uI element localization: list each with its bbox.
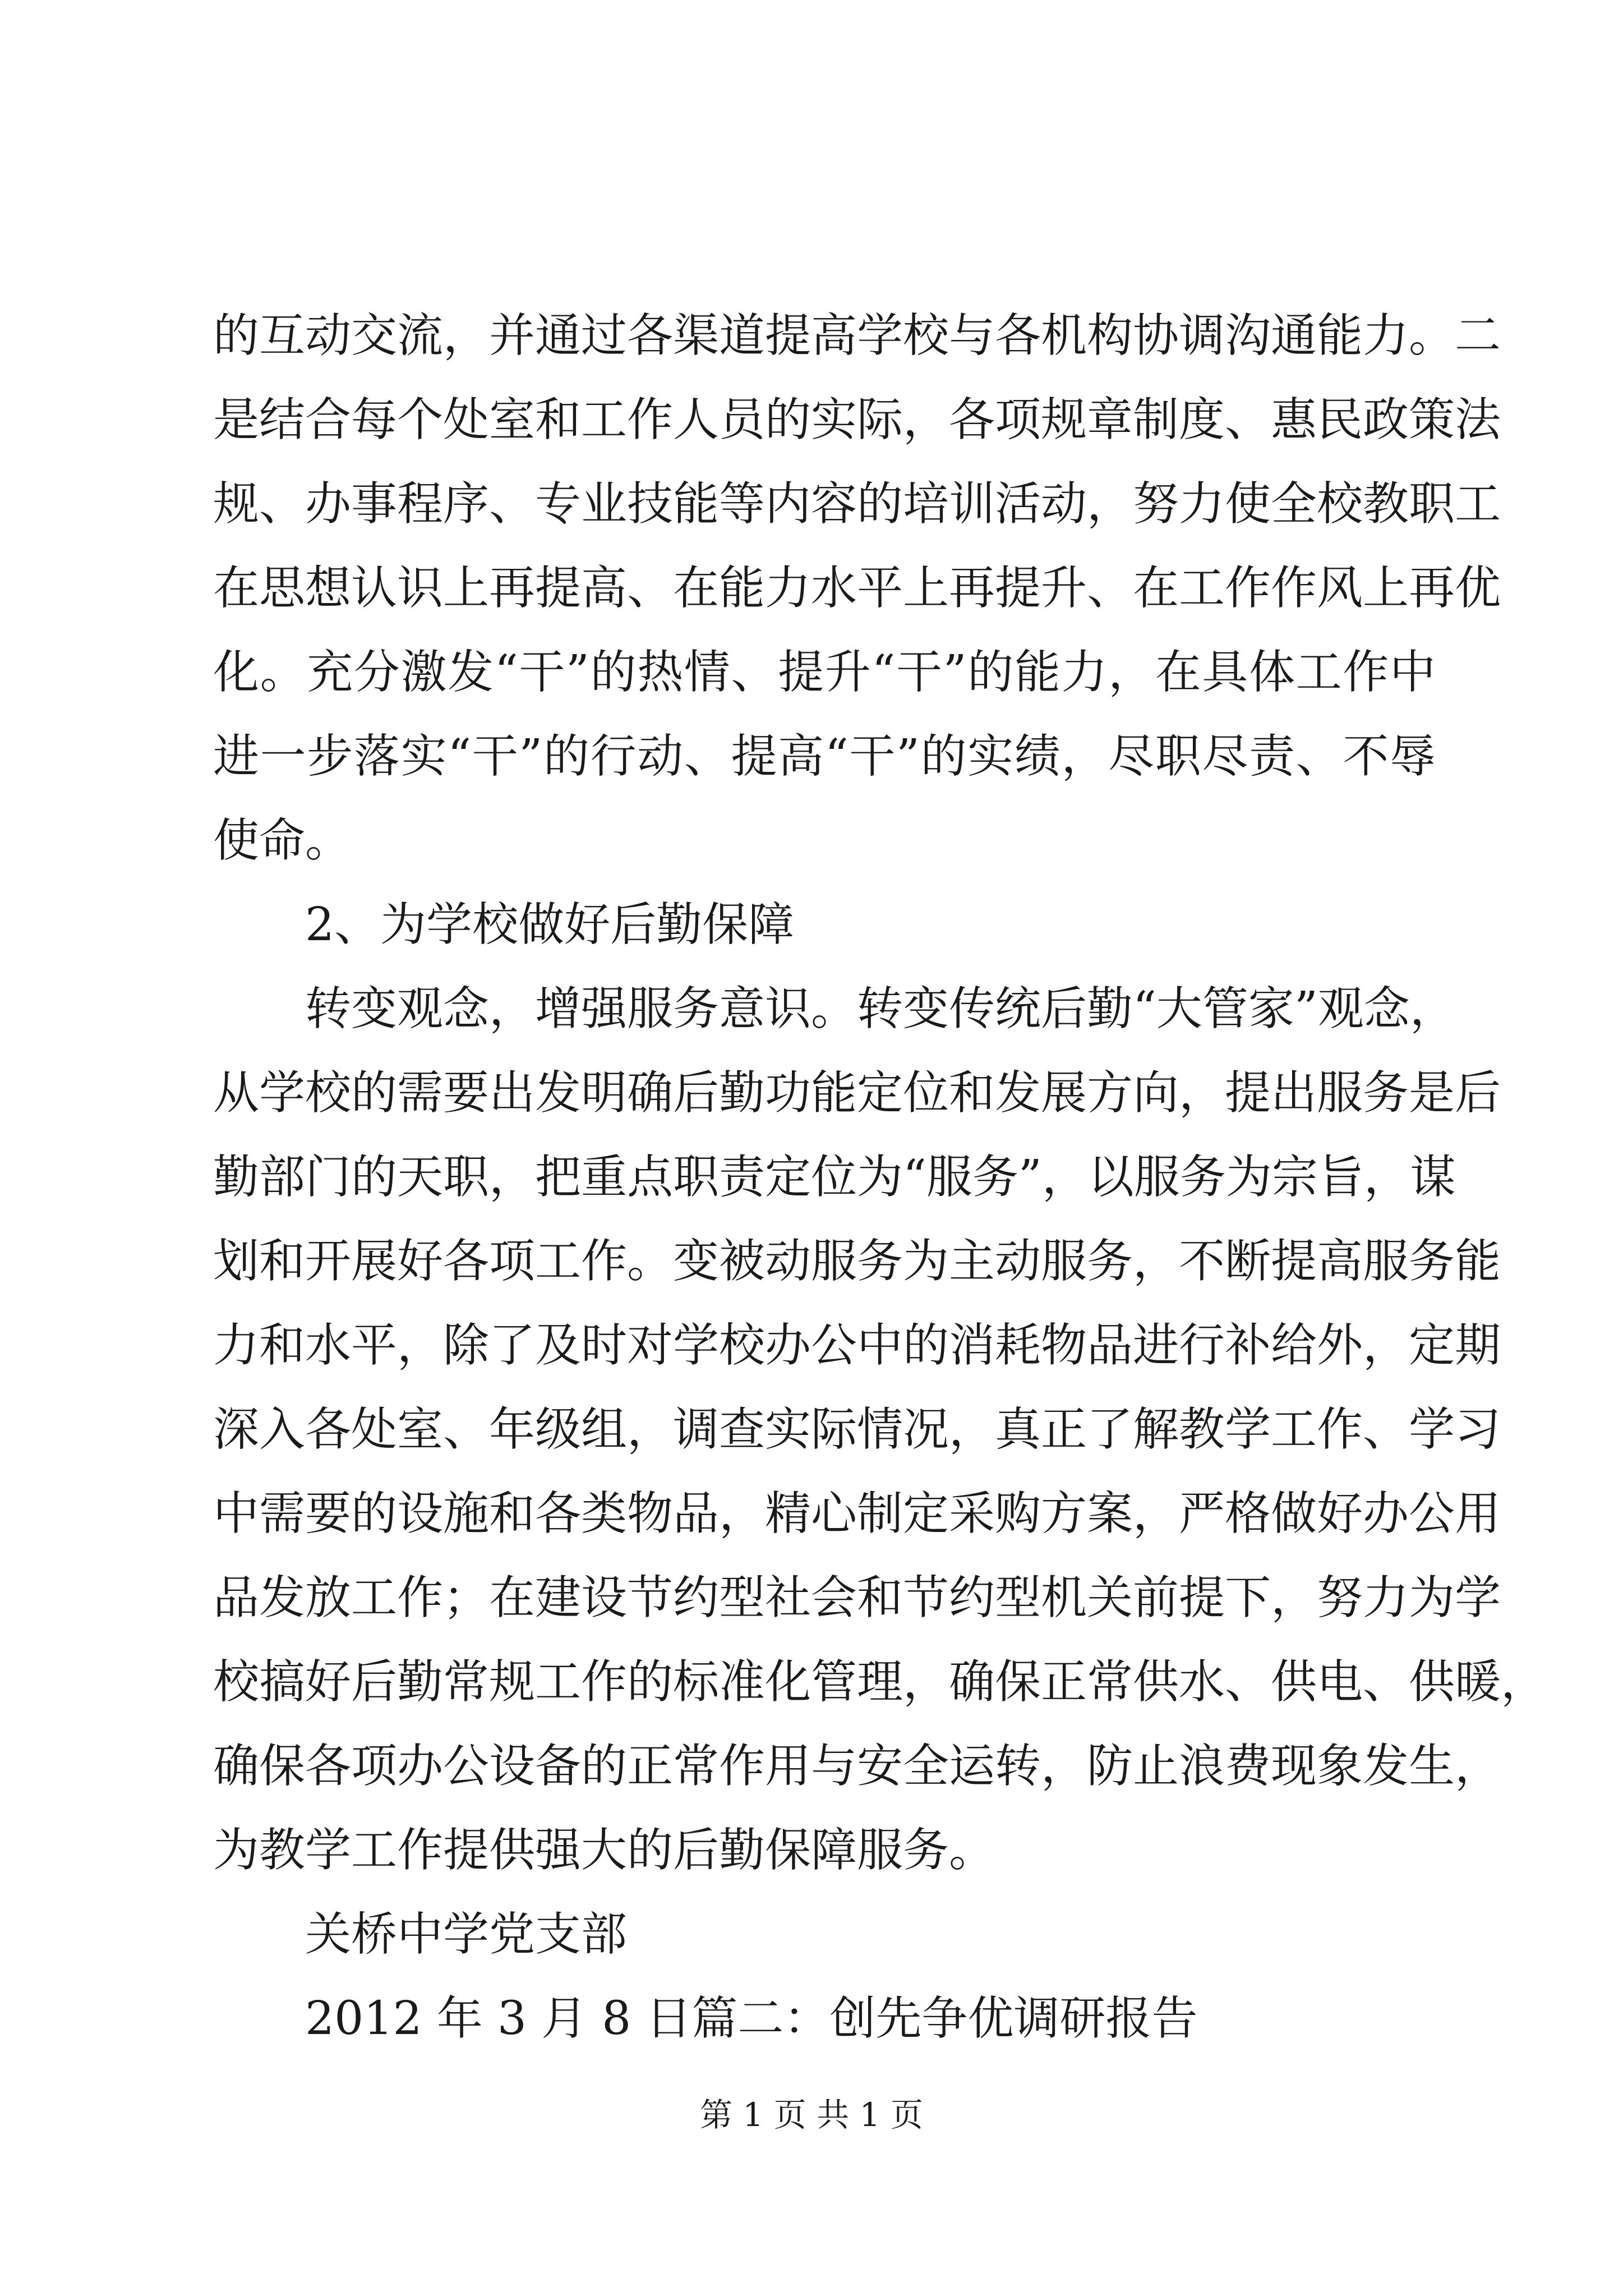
paragraph-line: 的互动交流，并通过各渠道提高学校与各机构协调沟通能力。二: [213, 309, 1501, 362]
paragraph-line: 化。充分激发“干”的热情、提升“干”的能力，在具体工作中: [213, 646, 1436, 699]
paragraph-line: 深入各处室、年级组，调查实际情况，真正了解教学工作、学习: [213, 1403, 1501, 1456]
paragraph-line: 品发放工作；在建设节约型社会和节约型机关前提下，努力为学: [213, 1571, 1501, 1625]
date-line: 2012 年 3 月 8 日篇二：创先争优调研报告: [305, 1992, 1198, 2045]
paragraph-line: 是结合每个处室和工作人员的实际，各项规章制度、惠民政策法: [213, 393, 1501, 447]
paragraph-line: 校搞好后勤常规工作的标准化管理，确保正常供水、供电、供暖，: [213, 1655, 1547, 1709]
paragraph-line: 勤部门的天职，把重点职责定位为“服务”，以服务为宗旨，谋: [213, 1151, 1456, 1204]
section-heading: 2、为学校做好后勤保障: [305, 898, 795, 951]
paragraph-line: 中需要的设施和各类物品，精心制定采购方案，严格做好办公用: [213, 1487, 1501, 1540]
paragraph-line: 划和开展好各项工作。变被动服务为主动服务，不断提高服务能: [213, 1235, 1501, 1288]
signature: 关桥中学党支部: [305, 1908, 628, 1961]
paragraph-line: 从学校的需要出发明确后勤功能定位和发展方向，提出服务是后: [213, 1066, 1501, 1120]
page-footer: 第 1 页 共 1 页: [700, 2096, 923, 2134]
paragraph-line: 转变观念，增强服务意识。转变传统后勤“大管家”观念，: [305, 982, 1456, 1036]
paragraph-line: 进一步落实“干”的行动、提高“干”的实绩，尽职尽责、不辱: [213, 730, 1436, 783]
paragraph-line: 力和水平，除了及时对学校办公中的消耗物品进行补给外，定期: [213, 1319, 1501, 1372]
paragraph-line: 在思想认识上再提高、在能力水平上再提升、在工作作风上再优: [213, 562, 1501, 615]
paragraph-line: 为教学工作提供强大的后勤保障服务。: [213, 1824, 995, 1877]
paragraph-line: 使命。: [213, 814, 352, 867]
paragraph-line: 确保各项办公设备的正常作用与安全运转，防止浪费现象发生，: [213, 1740, 1501, 1793]
paragraph-line: 规、办事程序、专业技能等内容的培训活动，努力使全校教职工: [213, 477, 1501, 531]
